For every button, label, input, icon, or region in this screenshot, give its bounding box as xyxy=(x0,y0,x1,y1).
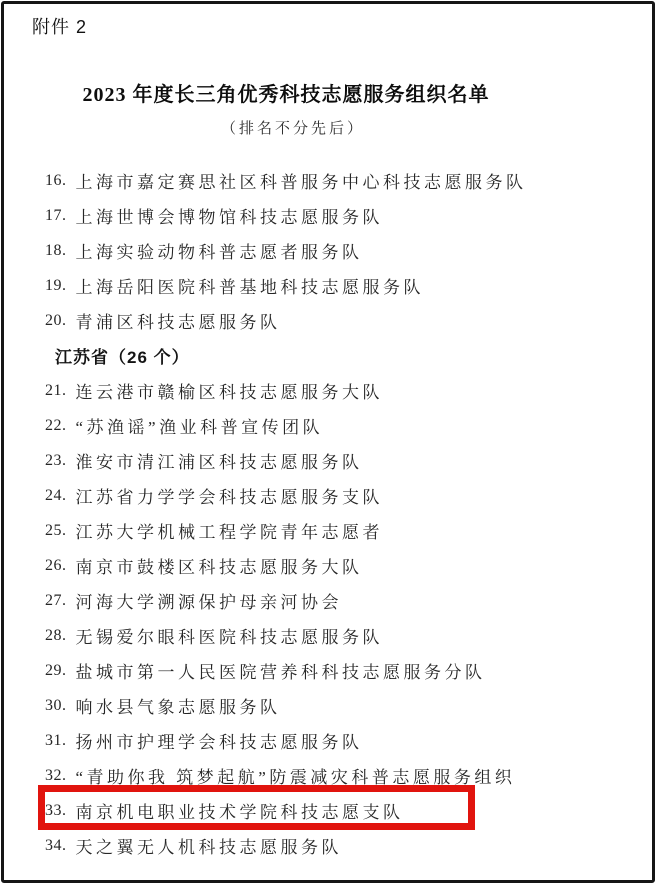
list-item-number: 24. xyxy=(45,486,67,504)
list-item-text: 上海市嘉定赛思社区科普服务中心科技志愿服务队 xyxy=(75,173,527,192)
list-item-text: 天之翼无人机科技志愿服务队 xyxy=(75,838,342,857)
list-item xyxy=(45,268,641,303)
list-item xyxy=(45,688,641,723)
list-item-text: 响水县气象志愿服务队 xyxy=(75,698,281,717)
list-item-number: 27. xyxy=(45,591,67,609)
list-item-number: 19. xyxy=(45,276,67,294)
list-item xyxy=(45,163,641,198)
list-item xyxy=(45,233,641,268)
document-title: 2023 年度长三角优秀科技志愿服务组织名单 xyxy=(82,84,490,106)
list-item xyxy=(45,443,641,478)
list-item-text: 无锡爱尔眼科医院科技志愿服务队 xyxy=(75,628,383,647)
list-item-number: 22. xyxy=(45,416,67,434)
list-item-text: 淮安市清江浦区科技志愿服务队 xyxy=(75,453,363,472)
list-item-text: 青浦区科技志愿服务队 xyxy=(75,313,281,332)
list-item-text: 上海世博会博物馆科技志愿服务队 xyxy=(75,208,383,227)
section-heading xyxy=(45,338,641,373)
list-item xyxy=(45,198,641,233)
list-item xyxy=(45,513,641,548)
list-item xyxy=(45,373,641,408)
list-item-number: 34. xyxy=(45,836,67,854)
list-item-number: 33. xyxy=(45,801,67,819)
list-item-text: 上海实验动物科普志愿者服务队 xyxy=(75,243,363,262)
list-item-text: 扬州市护理学会科技志愿服务队 xyxy=(75,733,363,752)
list-item-number: 21. xyxy=(45,381,67,399)
list-item-number: 25. xyxy=(45,521,67,539)
list-item-number: 20. xyxy=(45,311,67,329)
list-item-text: 盐城市第一人民医院营养科科技志愿服务分队 xyxy=(75,663,486,682)
list-item xyxy=(45,828,641,863)
list-item-text: “苏渔谣”渔业科普宣传团队 xyxy=(75,418,324,437)
list-item-number: 31. xyxy=(45,731,67,749)
list-item-text: 连云港市赣榆区科技志愿服务大队 xyxy=(75,383,383,402)
list-item-number: 28. xyxy=(45,626,67,644)
list-item-text: 河海大学溯源保护母亲河协会 xyxy=(75,593,342,612)
list-item xyxy=(45,408,641,443)
list-item-number: 18. xyxy=(45,241,67,259)
document-subtitle: （排名不分先后） xyxy=(220,121,365,137)
list-item-number: 23. xyxy=(45,451,67,469)
list-item-number: 29. xyxy=(45,661,67,679)
list-item-number: 17. xyxy=(45,206,67,224)
list-item xyxy=(45,758,641,793)
list-item xyxy=(45,793,641,828)
list-item-text: “青助你我 筑梦起航”防震减灾科普志愿服务组织 xyxy=(75,768,516,787)
list-item xyxy=(45,723,641,758)
list-item-text: 江苏大学机械工程学院青年志愿者 xyxy=(75,523,383,542)
list-item-text: 南京机电职业技术学院科技志愿支队 xyxy=(75,803,404,822)
list-item xyxy=(45,478,641,513)
list-item xyxy=(45,583,641,618)
list-item-number: 30. xyxy=(45,696,67,714)
list-item-text: 上海岳阳医院科普基地科技志愿服务队 xyxy=(75,278,424,297)
list-item xyxy=(45,618,641,653)
list-item xyxy=(45,653,641,688)
list-item-number: 26. xyxy=(45,556,67,574)
list-item xyxy=(45,548,641,583)
list-item-number: 16. xyxy=(45,171,67,189)
list-item-number: 32. xyxy=(45,766,67,784)
org-list xyxy=(45,163,641,863)
list-item-text: 南京市鼓楼区科技志愿服务大队 xyxy=(75,558,363,577)
list-item-text: 江苏省力学学会科技志愿服务支队 xyxy=(75,488,383,507)
list-item xyxy=(45,303,641,338)
section-heading-label: 江苏省（26 个） xyxy=(55,348,190,367)
attachment-label: 附件 2 xyxy=(32,17,88,37)
